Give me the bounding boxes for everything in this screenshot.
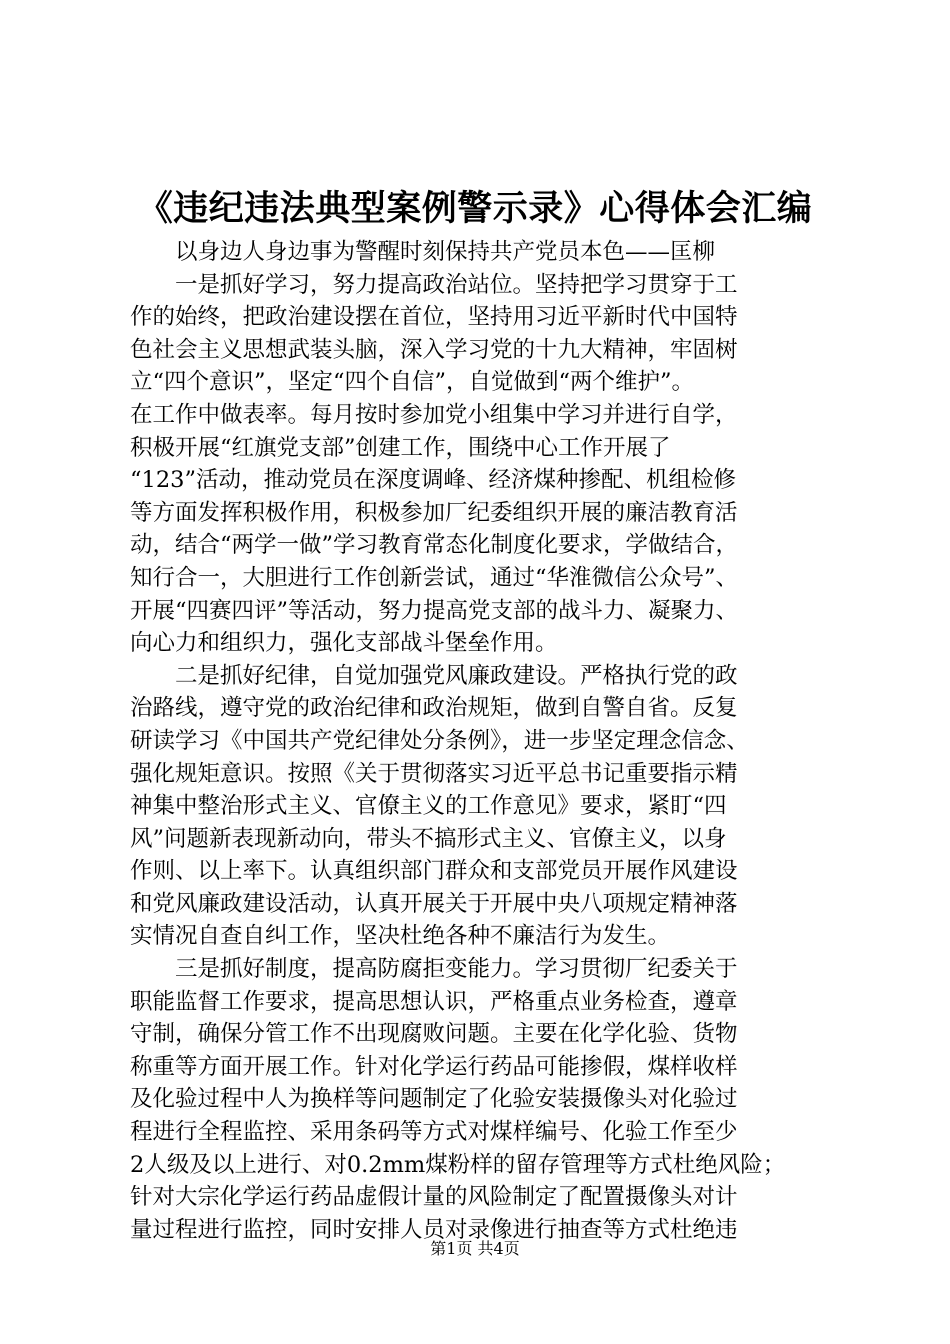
document-body	[130, 236, 830, 1246]
paragraph-discipline: 二是抓好纪律，自觉加强党风廉政建设。严格执行党的政 治路线，遵守党的政治纪律和政治规矩，做到自警自省。反复 研读学习《中国共产党纪律处分条例》，进一步坚定理念信念、 强化规矩意识。按照《关于贯彻落实习近平总书记重要指示精 神集中整治形式主义、官僚主义的工作意见》要求，紧盯“四 风”问题新表现新动向，带头不搞形式主义、官僚主义，以身 作则、以上率下。认真组织部门群众和支部党员开展作风建设 和党风廉政建设活动，认真开展关于开展中央八项规定精神落 实情况自查自纠工作，坚决杜绝各种不廉洁行为发生。	[130, 662, 749, 950]
document-title: 《违纪违法典型案例警示录》心得体会汇编	[137, 189, 813, 229]
page-number: 第1页 共4页	[430, 1239, 520, 1258]
paragraph-study: 一是抓好学习，努力提高政治站位。坚持把学习贯穿于工 作的始终，把政治建设摆在首位，坚持用习近平新时代中国特 色社会主义思想武装头脑，深入学习党的十九大精神，牢固树 立“四个意识”，坚定“四个自信”，自觉做到“两个维护”。 在工作中做表率。每月按时参加党小组集中学习并进行自学， 积极开展“红旗党支部”创建工作，围绕中心工作开展了 “123”活动，推动党员在深度调峰、经济煤种掺配、机组检修 等方面发挥积极作用，积极参加厂纪委组织开展的廉洁教育活 动，结合“两学一做”学习教育常态化制度化要求，学做结合， 知行合一，大胆进行工作创新尝试，通过“华淮微信公众号”、 开展“四赛四评”等活动，努力提高党支部的战斗力、凝聚力、 向心力和组织力，强化支部战斗堡垒作用。	[130, 271, 739, 657]
paragraph-system: 三是抓好制度，提高防腐拒变能力。学习贯彻厂纪委关于 职能监督工作要求，提高思想认识，严格重点业务检查，遵章 守制，确保分管工作不出现腐败问题。主要在化学化验、货物 称重等方面开展工作。针对化学运行药品可能掺假，煤样收样 及化验过程中人为换样等问题制定了化验安装摄像头对化验过 程进行全程监控、采用条码等方式对煤样编号、化验工作至少 2人级及以上进行、对0.2mm煤粉样的留存管理等方式杜绝风险； 针对大宗化学运行药品虚假计量的风险制定了配置摄像头对计 量过程进行监控，同时安排人员对录像进行抽查等方式杜绝违	[130, 956, 786, 1243]
document-subtitle: 以身边人身边事为警醒时刻保持共产党员本色——匡柳	[175, 239, 716, 265]
